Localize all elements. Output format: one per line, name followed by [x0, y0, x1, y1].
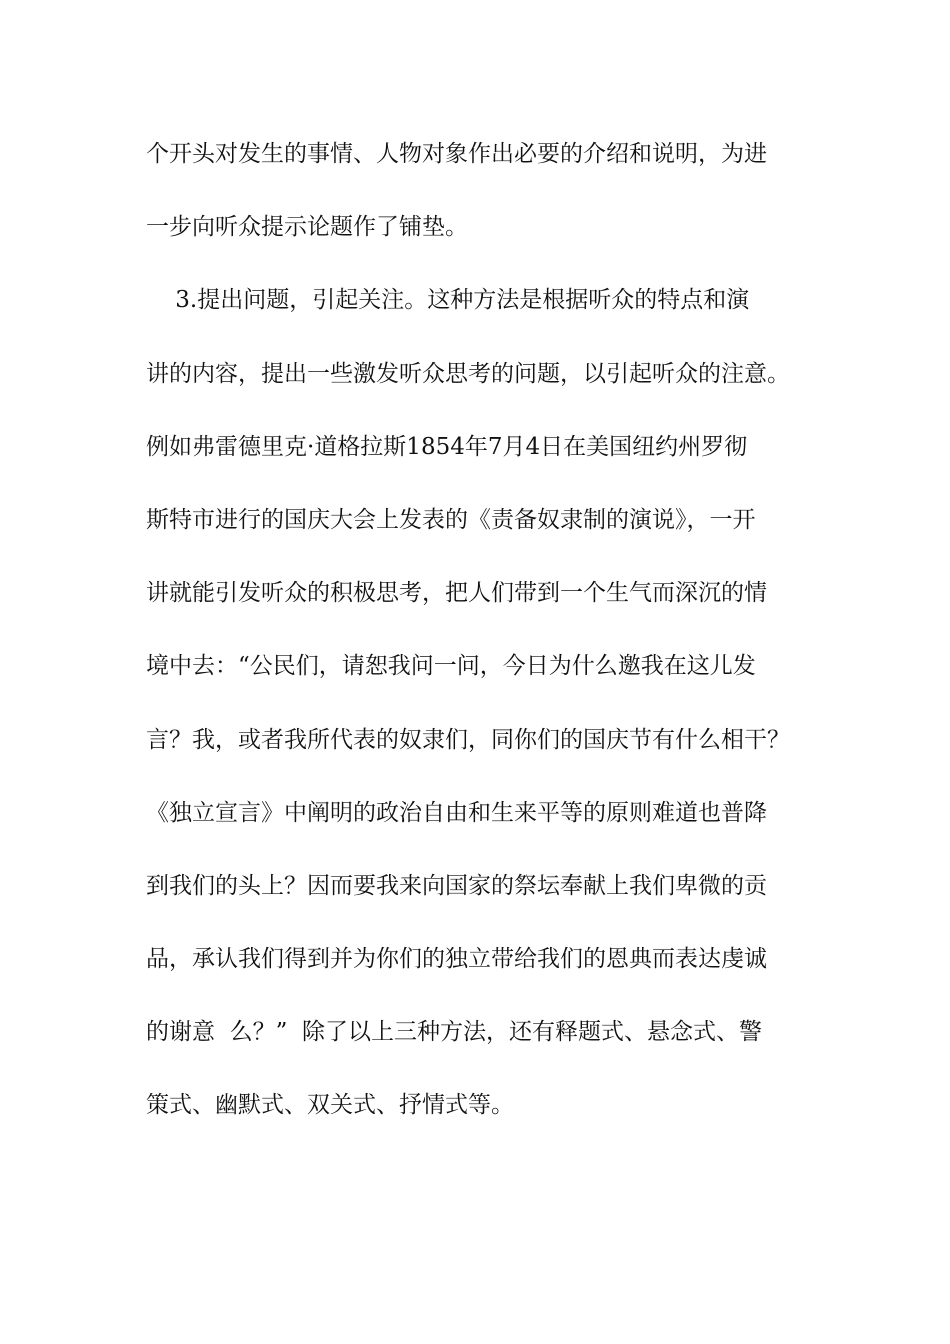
text-line: 例如弗雷德里克·道格拉斯1854年7月4日在美国纽约州罗彻 — [146, 433, 748, 460]
text-line: 言？我，或者我所代表的奴隶们，同你们的国庆节有什么相干？ — [146, 726, 790, 753]
text-line: 讲的内容，提出一些激发听众思考的问题，以引起听众的注意。 — [146, 360, 790, 387]
text-line: 境中去：“公民们，请恕我问一问，今日为什么邀我在这儿发 — [146, 653, 756, 680]
text-line: 的谢意 么？” 除了以上三种方法，还有释题式、悬念式、警 — [146, 1019, 763, 1046]
text-line: 个开头对发生的事情、人物对象作出必要的介绍和说明，为进 — [146, 141, 767, 167]
text-line: 策式、幽默式、双关式、抒情式等。 — [146, 1092, 514, 1119]
text-line: 讲就能引发听众的积极思考，把人们带到一个生气而深沉的情 — [146, 580, 767, 607]
text-line: 一步向听众提示论题作了铺垫。 — [146, 214, 468, 241]
body-text — [146, 124, 816, 1149]
text-line: 3.提出问题，引起关注。这种方法是根据听众的特点和演 — [146, 287, 750, 314]
text-line: 《独立宣言》中阐明的政治自由和生来平等的原则难道也普降 — [146, 799, 767, 826]
text-line: 斯特市进行的国庆大会上发表的《责备奴隶制的演说》，一开 — [146, 506, 756, 533]
text-line: 到我们的头上？因而要我来向国家的祭坛奉献上我们卑微的贡 — [146, 872, 767, 899]
text-line: 品，承认我们得到并为你们的独立带给我们的恩典而表达虔诚 — [146, 946, 767, 973]
